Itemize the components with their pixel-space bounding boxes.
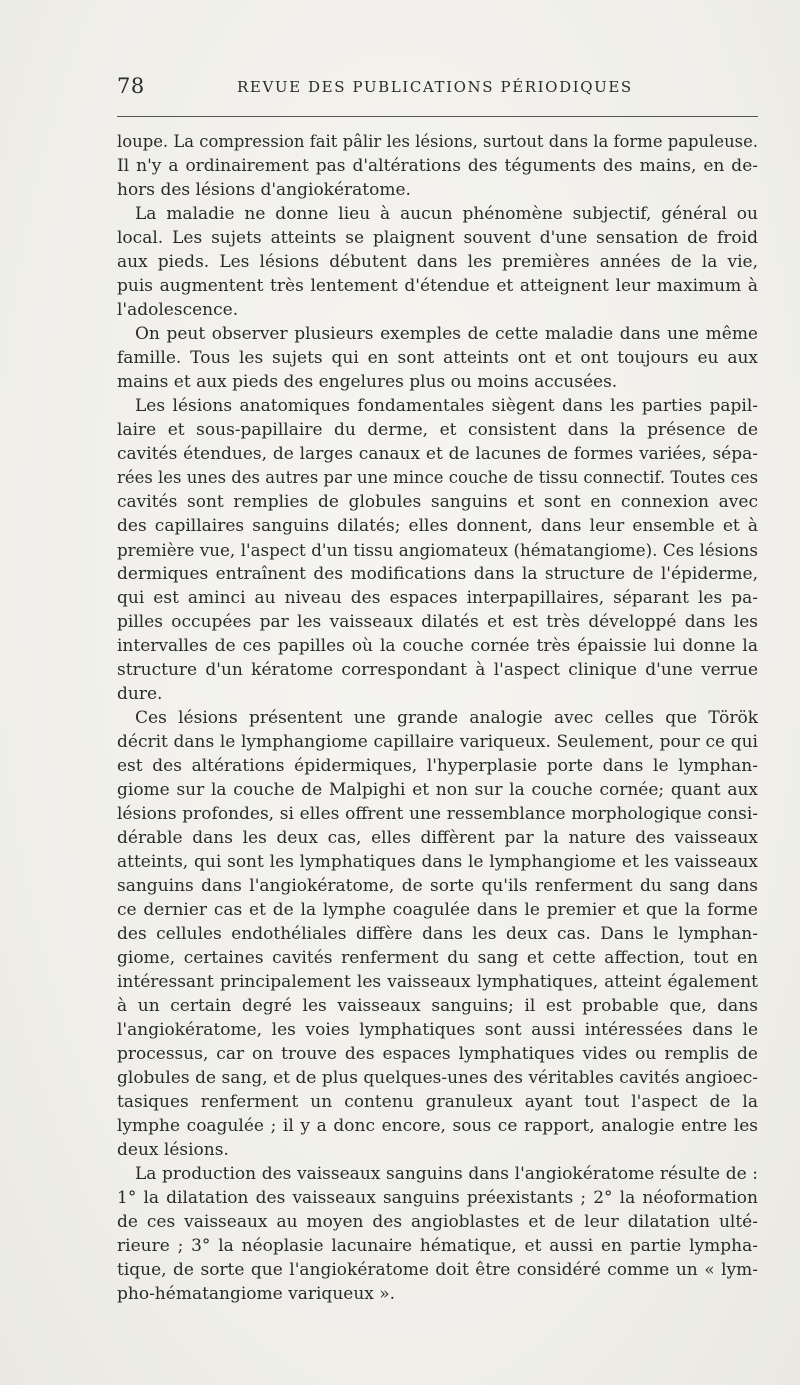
text-line: lymphe coagulée ; il y a donc encore, sous ce rapport, analogie entre les	[117, 1116, 758, 1136]
text-line: puis augmentent très lentement d'étendue et atteignent leur maximum à	[117, 276, 758, 296]
text-line: dérable dans les deux cas, elles diffèrent par la nature des vaisseaux	[117, 828, 758, 848]
text-line: aux pieds. Les lésions débutent dans les premières années de la vie,	[117, 252, 758, 272]
text-line: tique, de sorte que l'angiokératome doit être considéré comme un « lym-	[117, 1260, 758, 1280]
text-line: 1° la dilatation des vaisseaux sanguins préexistants ; 2° la néoformation	[117, 1188, 758, 1208]
text-line: rieure ; 3° la néoplasie lacunaire hématique, et aussi en partie lympha-	[117, 1236, 758, 1256]
header-rule	[117, 116, 758, 117]
text-line: La maladie ne donne lieu à aucun phénomène subjectif, général ou	[135, 204, 758, 224]
text-line: dure.	[117, 684, 163, 704]
text-line: intéressant principalement les vaisseaux lymphatiques, atteint également	[117, 972, 758, 992]
text-line: ce dernier cas et de la lymphe coagulée dans le premier et que la forme	[117, 900, 758, 920]
text-line: structure d'un kératome correspondant à l'aspect clinique d'une verrue	[117, 660, 758, 680]
text-line: laire et sous-papillaire du derme, et consistent dans la présence de	[117, 420, 758, 440]
page-number: 78	[117, 74, 145, 98]
text-line: giome sur la couche de Malpighi et non sur la couche cornée; quant aux	[117, 780, 758, 800]
text-line: mains et aux pieds des engelures plus ou moins accusées.	[117, 372, 618, 392]
text-line: famille. Tous les sujets qui en sont atteints ont et ont toujours eu aux	[117, 348, 758, 368]
text-line: à un certain degré les vaisseaux sanguins; il est probable que, dans	[117, 996, 758, 1016]
text-line: Les lésions anatomiques fondamentales siègent dans les parties papil-	[135, 396, 758, 416]
text-line: sanguins dans l'angiokératome, de sorte qu'ils renferment du sang dans	[117, 876, 758, 896]
text-line: pilles occupées par les vaisseaux dilatés et est très développé dans les	[117, 612, 758, 632]
text-line: pho-hématangiome variqueux ».	[117, 1284, 396, 1304]
text-line: atteints, qui sont les lymphatiques dans le lymphangiome et les vaisseaux	[117, 852, 758, 872]
text-line: cavités étendues, de larges canaux et de lacunes de formes variées, sépa-	[117, 444, 758, 464]
text-line: loupe. La compression fait pâlir les lésions, surtout dans la forme papuleuse.	[117, 132, 758, 151]
running-title: REVUE DES PUBLICATIONS PÉRIODIQUES	[237, 78, 633, 96]
text-line: première vue, l'aspect d'un tissu angiomateux (hématangiome). Ces lésions	[117, 540, 758, 560]
text-line: globules de sang, et de plus quelques-unes des véritables cavités angioec-	[117, 1068, 758, 1088]
text-line: Ces lésions présentent une grande analogie avec celles que Török	[135, 708, 758, 728]
text-line: décrit dans le lymphangiome capillaire variqueux. Seulement, pour ce qui	[117, 732, 758, 752]
text-line: Il n'y a ordinairement pas d'altérations des téguments des mains, en de-	[117, 156, 758, 176]
text-line: deux lésions.	[117, 1140, 229, 1160]
text-line: local. Les sujets atteints se plaignent souvent d'une sensation de froid	[117, 228, 758, 248]
text-line: rées les unes des autres par une mince couche de tissu connectif. Toutes ces	[117, 468, 758, 487]
text-line: des cellules endothéliales diffère dans les deux cas. Dans le lymphan-	[117, 924, 758, 944]
text-line: qui est aminci au niveau des espaces interpapillaires, séparant les pa-	[117, 588, 758, 608]
text-line: intervalles de ces papilles où la couche cornée très épaissie lui donne la	[117, 636, 758, 656]
text-line: La production des vaisseaux sanguins dans l'angiokératome résulte de :	[135, 1164, 758, 1184]
text-line: des capillaires sanguins dilatés; elles donnent, dans leur ensemble et à	[117, 516, 758, 536]
body-text	[117, 130, 758, 1306]
text-line: processus, car on trouve des espaces lymphatiques vides ou remplis de	[117, 1044, 758, 1064]
text-line: lésions profondes, si elles offrent une ressemblance morphologique consi-	[117, 804, 758, 824]
running-head	[117, 74, 757, 104]
text-line: dermiques entraînent des modifications dans la structure de l'épiderme,	[117, 564, 758, 584]
text-line: est des altérations épidermiques, l'hyperplasie porte dans le lymphan-	[117, 756, 758, 776]
text-line: l'adolescence.	[117, 300, 239, 320]
text-line: de ces vaisseaux au moyen des angioblastes et de leur dilatation ulté-	[117, 1212, 758, 1232]
text-line: cavités sont remplies de globules sanguins et sont en connexion avec	[117, 492, 758, 512]
text-line: giome, certaines cavités renferment du sang et cette affection, tout en	[117, 948, 758, 968]
text-line: tasiques renferment un contenu granuleux ayant tout l'aspect de la	[117, 1092, 758, 1112]
text-line: l'angiokératome, les voies lymphatiques sont aussi intéressées dans le	[117, 1020, 758, 1040]
text-line: On peut observer plusieurs exemples de cette maladie dans une même	[135, 324, 758, 344]
text-line: hors des lésions d'angiokératome.	[117, 180, 411, 200]
